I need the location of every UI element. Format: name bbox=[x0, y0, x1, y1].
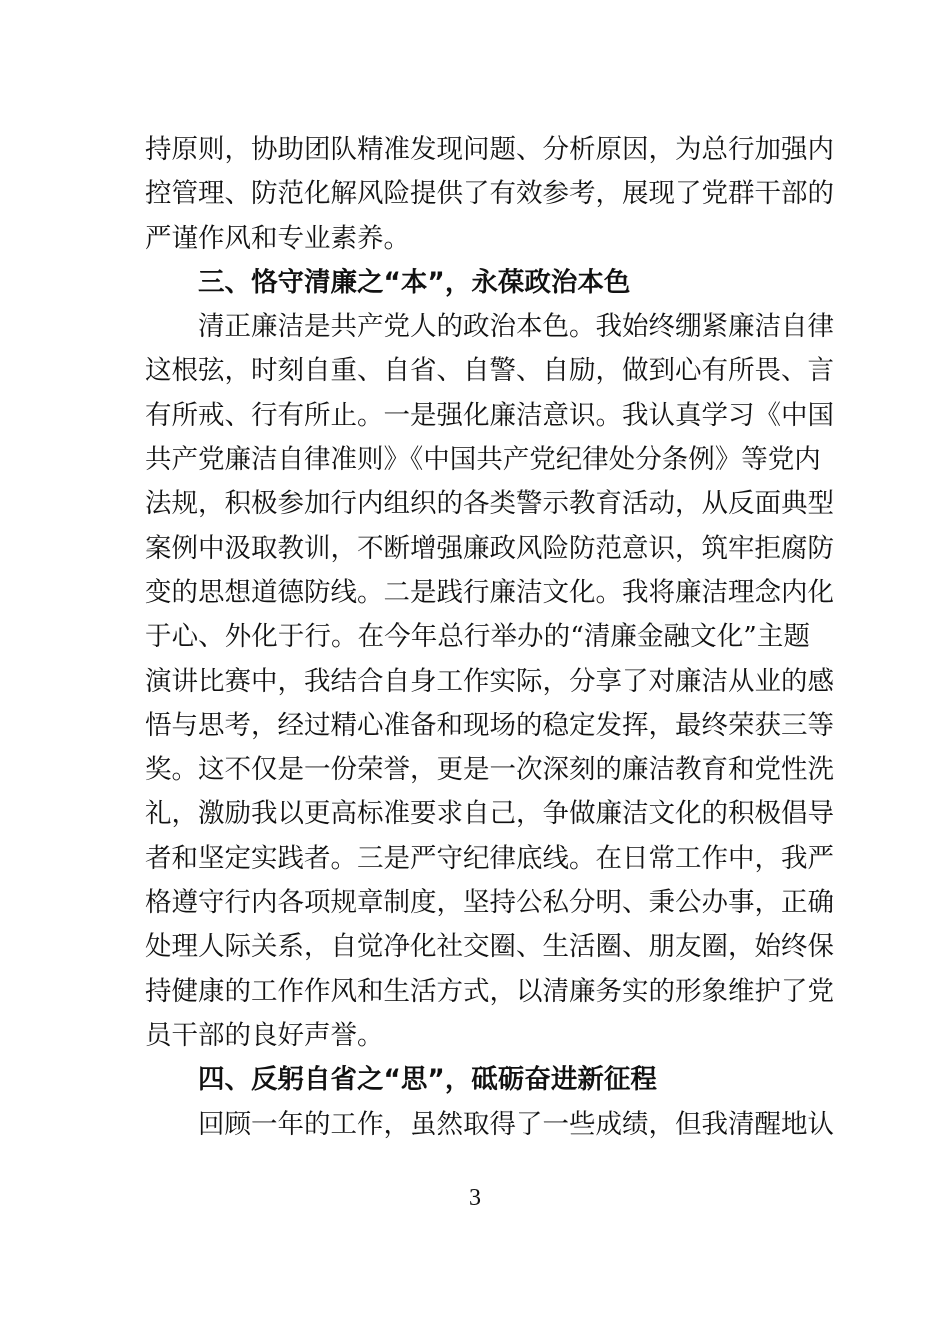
paragraph-line: 控管理、防范化解风险提供了有效参考，展现了党群干部的 bbox=[145, 178, 834, 210]
paragraph-line: 持原则，协助团队精准发现问题、分析原因，为总行加强内 bbox=[145, 134, 834, 165]
paragraph-line: 清正廉洁是共产党人的政治本色。我始终绷紧廉洁自律 bbox=[198, 311, 834, 343]
paragraph-line: 持健康的工作作风和生活方式，以清廉务实的形象维护了党 bbox=[145, 975, 834, 1007]
page-number: 3 bbox=[469, 1185, 481, 1211]
section-heading-3: 三、恪守清廉之“本”，永葆政治本色 bbox=[198, 266, 631, 298]
paragraph-line: 共产党廉洁自律准则》《中国共产党纪律处分条例》等党内 bbox=[145, 444, 821, 476]
paragraph-line: 格遵守行内各项规章制度，坚持公私分明、秉公办事，正确 bbox=[145, 887, 834, 919]
paragraph-line: 案例中汲取教训，不断增强廉政风险防范意识，筑牢拒腐防 bbox=[145, 532, 834, 564]
paragraph-line: 这根弦，时刻自重、自省、自警、自励，做到心有所畏、言 bbox=[145, 355, 834, 387]
paragraph-line: 演讲比赛中，我结合自身工作实际，分享了对廉洁从业的感 bbox=[145, 665, 834, 697]
paragraph-line: 员干部的良好声誉。 bbox=[145, 1019, 384, 1051]
paragraph-line: 严谨作风和专业素养。 bbox=[145, 222, 410, 254]
paragraph-line: 回顾一年的工作，虽然取得了一些成绩，但我清醒地认 bbox=[198, 1108, 834, 1140]
paragraph-line: 悟与思考，经过精心准备和现场的稳定发挥，最终荣获三等 bbox=[145, 709, 834, 741]
paragraph-line: 法规，积极参加行内组织的各类警示教育活动，从反面典型 bbox=[145, 488, 834, 520]
paragraph-line: 奖。这不仅是一份荣誉，更是一次深刻的廉洁教育和党性洗 bbox=[145, 754, 834, 786]
body-text bbox=[145, 128, 834, 1147]
section-heading-4: 四、反躬自省之“思”，砥砺奋进新征程 bbox=[198, 1064, 657, 1096]
paragraph-line: 有所戒、行有所止。一是强化廉洁意识。我认真学习《中国 bbox=[145, 399, 834, 431]
paragraph-line: 礼，激励我以更高标准要求自己，争做廉洁文化的积极倡导 bbox=[145, 798, 834, 830]
paragraph-line: 者和坚定实践者。三是严守纪律底线。在日常工作中，我严 bbox=[145, 842, 834, 874]
paragraph-line: 变的思想道德防线。二是践行廉洁文化。我将廉洁理念内化 bbox=[145, 576, 834, 608]
paragraph-line: 处理人际关系，自觉净化社交圈、生活圈、朋友圈，始终保 bbox=[145, 931, 834, 963]
paragraph-line: 于心、外化于行。在今年总行举办的“清廉金融文化”主题 bbox=[145, 621, 810, 653]
